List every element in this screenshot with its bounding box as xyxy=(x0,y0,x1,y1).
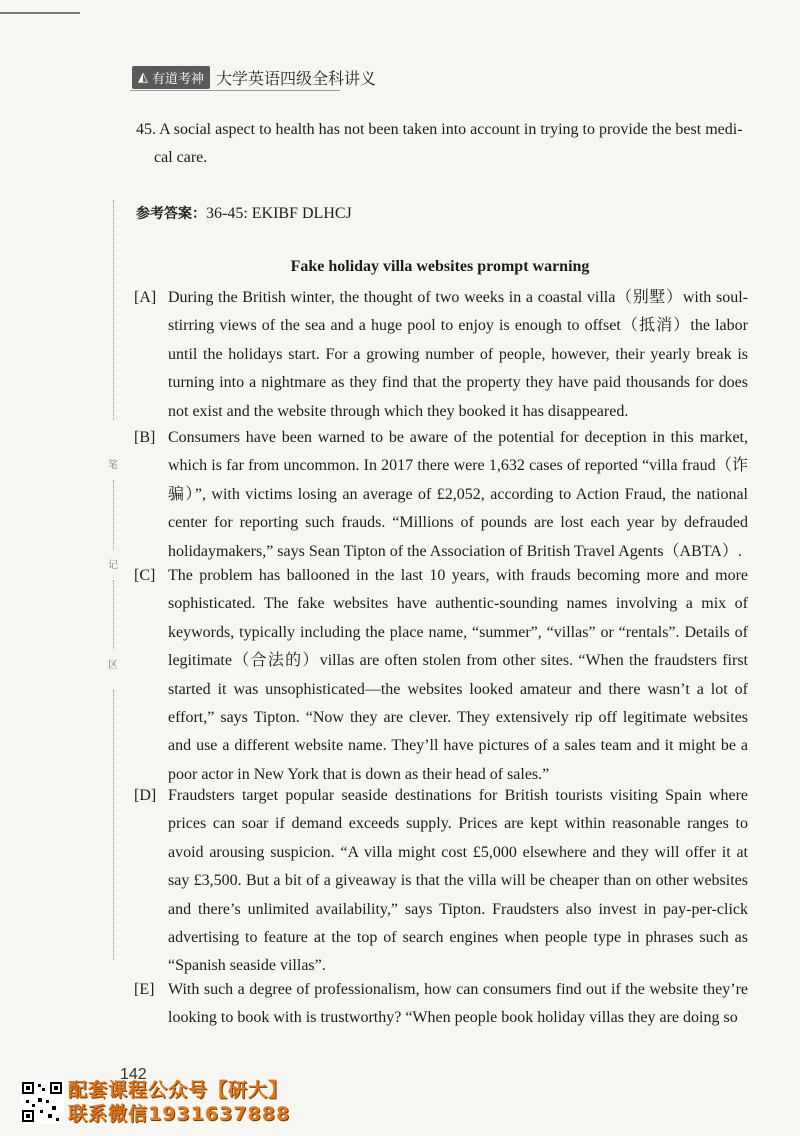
question-45-line2: cal care. xyxy=(154,149,208,166)
question-45-line1: 45. A social aspect to health has not been taken into account in trying to provide the best medi- xyxy=(136,121,743,138)
qr-code-icon xyxy=(20,1080,64,1124)
answer-label: 参考答案： xyxy=(136,206,206,222)
brand-logo xyxy=(132,66,210,89)
paragraph-c xyxy=(134,562,748,789)
margin-note: 区 xyxy=(108,660,118,671)
paragraph-label: [C] xyxy=(134,567,156,584)
margin-dotted-line xyxy=(113,580,114,650)
paragraph-text: During the British winter, the thought of two weeks in a coastal villa（别墅）with soul-stirring views of the sea and a huge pool to enjoy is enough to offset（抵消）the labor until the holidays start. For a growing number of people, however, their yearly break is turning into a nightmare as they find that the property they have paid thousands for does not exist and the website through which they booked it has disappeared. xyxy=(168,289,748,420)
question-45 xyxy=(136,116,748,172)
article-title: Fake holiday villa websites prompt warning xyxy=(290,258,590,275)
paragraph-text: The problem has ballooned in the last 10 years, with frauds becoming more and more sophisticated. The fake websites have authentic-sounding names involving a mix of keywords, typically including the place name, “summer”, “villas” or “rentals”. Details of legitimate（合法的）villas are often stolen from other sites. “When the fraudsters first started it was unsophisticated—the websites looked amateur and there wasn’t a lot of effort,” says Tipton. “Now they are clever. They extensively rip off legitimate websites and use a different website name. They’ll have pictures of a sales team and it might be a poor actor in New York that is down as their head of sales.” xyxy=(168,567,748,783)
paragraph-label: [D] xyxy=(134,787,157,804)
margin-dotted-line xyxy=(113,690,114,960)
margin-note: 笔 xyxy=(108,460,118,471)
logo-text: 有道考神 xyxy=(152,72,205,87)
paragraph-label: [A] xyxy=(134,289,157,306)
answer-value: 36-45: EKIBF DLHCJ xyxy=(206,205,352,222)
margin-dotted-line xyxy=(113,200,114,420)
page-header xyxy=(132,66,376,89)
margin-note: 记 xyxy=(108,560,118,571)
promo-banner xyxy=(68,1078,290,1126)
header-title: 大学英语四级全科讲义 xyxy=(216,69,377,88)
paragraph-b xyxy=(134,424,748,566)
paragraph-text: With such a degree of professionalism, how can consumers find out if the website they’re looking to book with is trustworthy? “When people book holiday villas they are doing so xyxy=(168,981,748,1027)
paragraph-label: [E] xyxy=(134,981,155,998)
margin-dotted-line xyxy=(113,480,114,550)
paragraph-e xyxy=(134,976,748,1033)
promo-line2: 联系微信1931637888 xyxy=(68,1103,291,1125)
paragraph-a xyxy=(134,284,748,426)
promo-line1: 配套课程公众号【研大】 xyxy=(68,1079,289,1101)
paragraph-text: Consumers have been warned to be aware of the potential for deception in this market, which is far from uncommon. In 2017 there were 1,632 cases of reported “villa fraud（诈骗）”, with victims losing an average of £2,052, according to Action Fraud, the national center for reporting such frauds. “Millions of pounds are lost each year by defrauded holidaymakers,” says Sean Tipton of the Association of British Travel Agents（ABTA）. xyxy=(168,429,748,560)
paragraph-label: [B] xyxy=(134,429,156,446)
logo-mark-icon: ◭ xyxy=(138,70,148,85)
answer-key xyxy=(136,203,352,223)
paragraph-d xyxy=(134,782,748,981)
page-number: 142 xyxy=(120,1066,147,1083)
top-rule xyxy=(0,12,80,14)
header-rule xyxy=(130,90,340,91)
paragraph-text: Fraudsters target popular seaside destinations for British tourists visiting Spain where prices can soar if demand exceeds supply. Prices are kept within reasonable ranges to avoid arousing suspicion. “A villa might cost £5,000 elsewhere and they will offer it at say £3,500. But a bit of a giveaway is that the villa will be cheaper than on other websites and there’s unlimited availability,” says Tipton. Fraudsters also invest in pay-per-click advertising to feature at the top of search engines when people type in phrases such as “Spanish seaside villas”. xyxy=(168,787,748,975)
